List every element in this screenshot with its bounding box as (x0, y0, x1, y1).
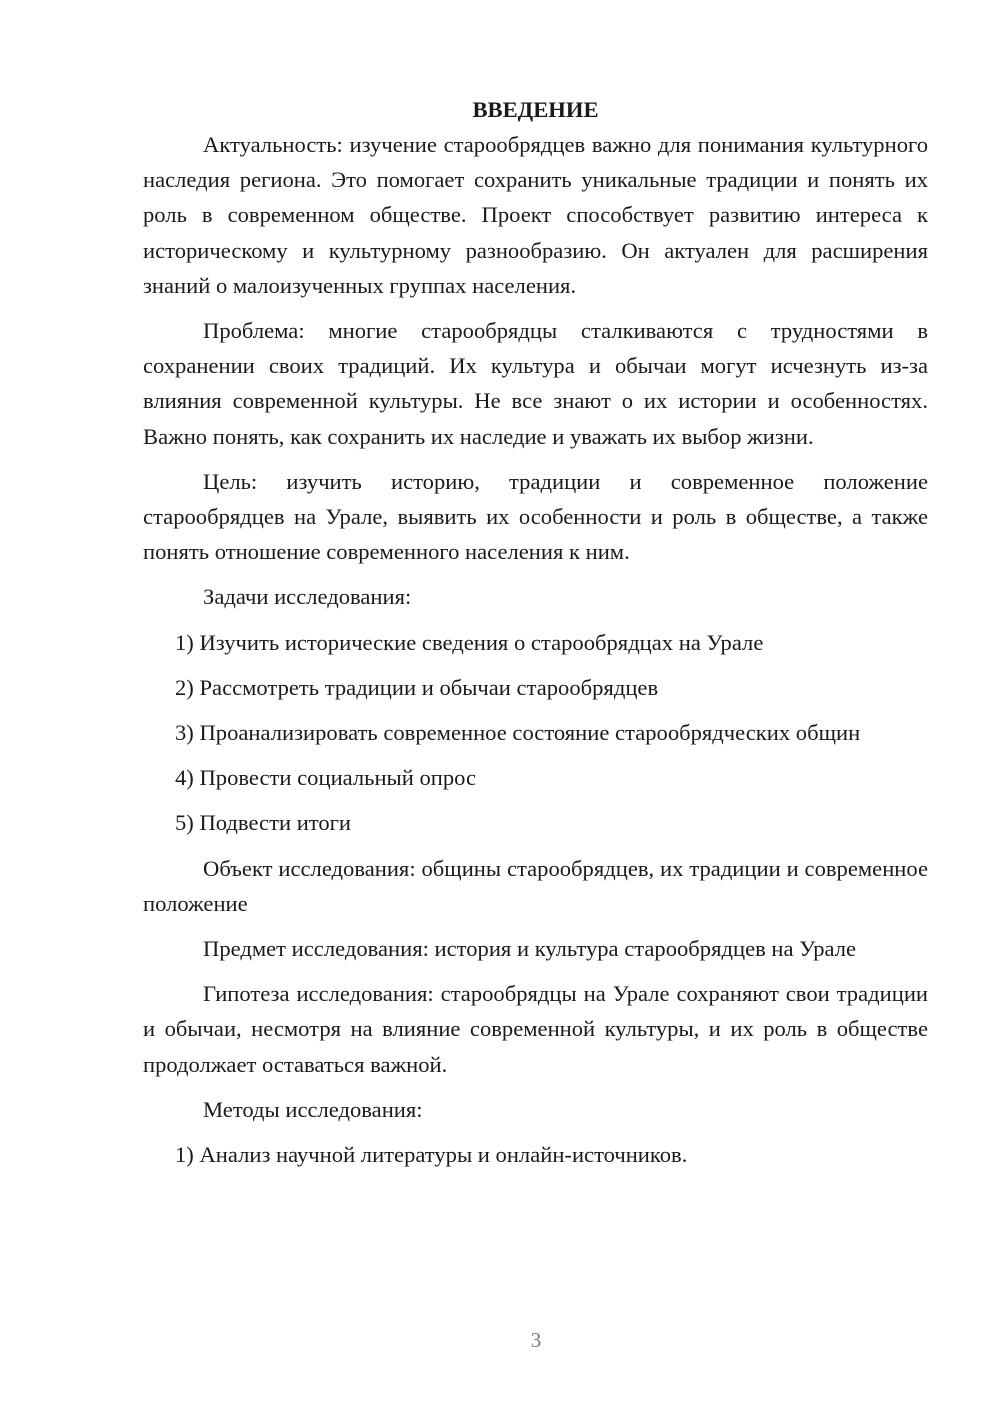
paragraph-goal: Цель: изучить историю, традиции и современное положение старообрядцев на Урале, выявить их особенности и роль в обществе, а также понять отношение современного населения к ним. (143, 468, 928, 565)
task-item: 5) Подвести итоги (175, 810, 352, 836)
section-heading: ВВЕДЕНИЕ (472, 97, 599, 122)
task-item: 4) Провести социальный опрос (175, 765, 477, 791)
task-item: 3) Проанализировать современное состояние старообрядческих общин (175, 720, 861, 746)
task-item: 1) Изучить исторические сведения о старообрядцах на Урале (175, 629, 764, 655)
paragraph-problem: Проблема: многие старообрядцы сталкиваются с трудностями в сохранении своих традиций. Их культура и обычаи могут исчезнуть из-за влияния современной культуры. Не все знают о их истории и особенностях. Важно понять, как сохранить их наследие и уважать их выбор жизни. (143, 318, 928, 449)
paragraph-relevance: Актуальность: изучение старообрядцев важно для понимания культурного наследия региона. Это помогает сохранить уникальные традиции и понять их роль в современном обществе. Проект способствует развитию интереса к историческому и культурному разнообразию. Он актуален для расширения знаний о малоизученных группах населения. (143, 132, 928, 298)
task-item: 2) Рассмотреть традиции и обычаи старообрядцев (175, 674, 659, 700)
paragraph-hypothesis: Гипотеза исследования: старообрядцы на Урале сохраняют свои традиции и обычаи, несмотря на влияние современной культуры, и их роль в обществе продолжает оставаться важной. (143, 981, 928, 1077)
paragraph-object: Объект исследования: общины старообрядцев, их традиции и современное положение (143, 855, 928, 916)
tasks-title: Задачи исследования: (203, 584, 412, 610)
method-item: 1) Анализ научной литературы и онлайн-источников. (175, 1142, 688, 1168)
page-number: 3 (530, 1328, 542, 1352)
paragraph-subject: Предмет исследования: история и культура старообрядцев на Урале (203, 936, 857, 962)
page-content (143, 92, 928, 1172)
methods-title: Методы исследования: (203, 1096, 423, 1122)
